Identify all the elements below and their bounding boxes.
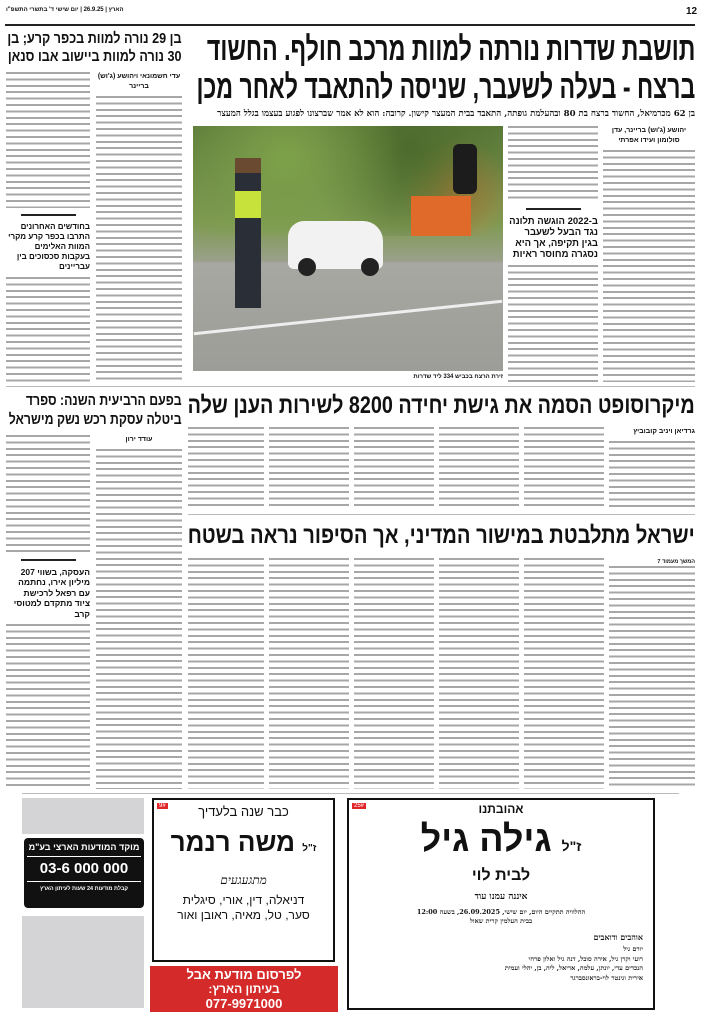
microsoft-columns: [188, 427, 695, 509]
photo-caption: זירת הרצח בכביש 334 ליד שדרות: [413, 374, 503, 380]
lead-columns: [188, 126, 695, 382]
lead-headline: תושבת שדרות נורתה למוות מרכב חולף. החשוד ברצח - בעלה לשעבר, שניסה להתאבד לאחר מכן: [196, 30, 695, 105]
page-content: [6, 30, 695, 1012]
masthead: הארץ | 26.9.25 | יום שישי ד' בתשרי התשפ"ו: [6, 7, 124, 13]
hotline-note: קבלת מודעות 24 שעות לעיתון הארץ: [39, 886, 129, 892]
lead-subhead: בן 62 מכרמיאל, החשוד ברצח בת 80 ובהעלמת גופתה, התאבד בבית המעצר קישון. קרובה: הוא לא אמר שברצונו לפגוע בעצמו בגלל המעצר: [217, 109, 695, 119]
spain-col2: [6, 435, 90, 789]
israel-columns: [188, 558, 695, 789]
israel-body-col: [269, 558, 349, 789]
sidebar-columns: [6, 72, 182, 382]
spain-body-col2a: [6, 435, 90, 553]
hotline-phone: 03-6 000 000: [39, 860, 129, 877]
sidebar-article: [6, 30, 182, 382]
microsoft-body-col: [269, 427, 349, 509]
continued-label: המשך מעמוד 7: [657, 559, 695, 565]
sidebar-body-col2a: [6, 72, 90, 208]
promo-line2: בעיתון הארץ:: [208, 982, 280, 996]
spain-col1: [96, 435, 182, 789]
spain-body-col2b: [6, 624, 90, 789]
divider: [21, 559, 76, 561]
spain-article: [6, 391, 182, 789]
promo-phone: 077-9971000: [205, 996, 283, 1011]
microsoft-body-col: [524, 427, 604, 509]
sidebar-col1: [96, 72, 182, 382]
lead-byline: יהושע (ג'וש) בריינר, עדן סולומון ועידו אפרתי: [611, 127, 687, 144]
sidebar-body-col1: [96, 96, 182, 382]
lead-photo: [193, 126, 503, 371]
promo-line1: לפרסום מודעת אבל: [186, 967, 302, 982]
policewoman: [235, 158, 261, 308]
spain-body-col1: [96, 449, 182, 789]
spain-headline: בפעם הרביעית השנה: ספרד ביטלה עסקת רכש נשק מישראל: [9, 392, 183, 428]
microsoft-headline: מיקרוסופט הסמה את גישת יחידה 8200 לשירות הענן שלה: [188, 392, 695, 419]
divider: [526, 208, 581, 210]
microsoft-body-col: [188, 427, 264, 509]
israel-headline: ישראל מתלבטת במישור המדיני, אך הסיפור נראה בשטח: [188, 522, 695, 549]
funeral-details: ההלוויה תתקיים היום, יום שישי, 26.09.2025, בשעה 12:00: [416, 908, 586, 916]
main-stories: [188, 391, 695, 789]
ad-placeholder: [22, 798, 144, 834]
lead-col2: [508, 126, 598, 382]
israel-col1: [609, 558, 695, 789]
mourner-line: הנכדים עדי, יונתן, עלמה, אריאל, ליה, בן, יהלי ועמית: [504, 964, 643, 972]
header-rule: [5, 24, 695, 26]
microsoft-body-col: [609, 441, 695, 509]
israel-body-col: [354, 558, 434, 789]
israel-body-col: [609, 566, 695, 789]
israel-body-col: [188, 558, 264, 789]
honorific: ז"ל: [561, 838, 582, 854]
israel-body-col: [524, 558, 604, 789]
equipment-box: [411, 196, 471, 236]
mourner-line: יורם גיל: [623, 945, 643, 953]
microsoft-col1: [609, 427, 695, 509]
ad-number-tag: 25#: [354, 803, 365, 809]
obituary-ad: [347, 798, 655, 1010]
sidebar-col2: [6, 72, 90, 382]
memorial-name: משה רנמר: [170, 827, 296, 857]
page-number: 12: [686, 6, 698, 17]
obituary-status: איננה עמנו עוד: [474, 892, 528, 902]
sidebar-headline: בן 29 נורה למוות בכפר קרע; בן 30 נורה למוות ביישוב אבו סנאן: [7, 30, 182, 65]
memorial-family2: סער, טל, מאיה, ראובן ואור: [177, 908, 310, 922]
divider: [22, 793, 679, 794]
spain-columns: [6, 435, 182, 789]
top-section: [6, 30, 695, 382]
ad-placeholder: [22, 916, 144, 1008]
middle-section: [6, 391, 695, 789]
microsoft-body-col: [439, 427, 519, 509]
israel-body-col: [439, 558, 519, 789]
mourning-notice-promo[interactable]: [150, 966, 338, 1012]
ads-section: [6, 798, 695, 1012]
lead-photo-col: [193, 126, 503, 382]
microsoft-body-col: [354, 427, 434, 509]
mourner-line: רועי וקרן גיל, אירה סובל, דנה גיל ואלון פרחי: [528, 954, 643, 963]
lead-body-col2a: [508, 126, 598, 202]
memorial-line1: כבר שנה בלעדיך: [198, 804, 289, 819]
divider: [188, 514, 695, 515]
microsoft-byline: גרדיאן ויניב קובוביץ: [633, 428, 695, 435]
obituary-intro: אהובתנו: [478, 802, 524, 816]
sidebar-byline: עדי חשמונאי ויהושע (ג'וש) בריינר: [97, 73, 181, 90]
funeral-location: בבית העלמין קרית שאול: [469, 917, 533, 925]
hotline-title: מוקד המודעות הארצי בע"מ: [28, 842, 140, 852]
honorific: ז"ל: [302, 843, 317, 854]
memorial-missing: מתגעגעים: [220, 873, 267, 887]
lead-body-col2b: [508, 265, 598, 383]
divider: [6, 386, 695, 387]
hotline-ad[interactable]: [24, 838, 144, 908]
obituary-name: גילה גיל: [420, 818, 552, 859]
sidebar-body-col2b: [6, 277, 90, 383]
spain-byline: עודד ירון: [125, 436, 153, 443]
mourner-line: אירית וגינטר לוי-בראונסברגר: [570, 973, 643, 982]
memorial-ad: [152, 798, 335, 962]
police-officer: [453, 144, 477, 194]
spain-subhead: העסקה, בשווי 207 מיליון אירו, נחתמה עם רפאל לרכישת ציוד מתקדם למטוסי קרב: [13, 566, 90, 619]
lead-col1: [603, 126, 695, 382]
mourners-title: אוהבים ודואבים: [593, 932, 643, 942]
divider: [21, 214, 76, 216]
lead-body-col1: [603, 150, 695, 382]
ad-number-tag: 9#: [159, 803, 166, 809]
sidebar-subhead: בחודשים האחרונים התרבו בכפר קרע מקרי המוות האלימים בעקבות סכסוכים בין עבריינים: [8, 221, 90, 271]
obituary-maiden: לבית לוי: [471, 867, 531, 884]
lead-inner-subhead: ב-2022 הוגשה תלונה נגד הבעל לשעבר בגין תקיפה, אך היא נסגרה מחוסר ראיות: [509, 215, 598, 260]
lead-article: [188, 30, 695, 382]
memorial-family1: דניאלה, דין, אורי, סיגלית: [182, 893, 305, 907]
